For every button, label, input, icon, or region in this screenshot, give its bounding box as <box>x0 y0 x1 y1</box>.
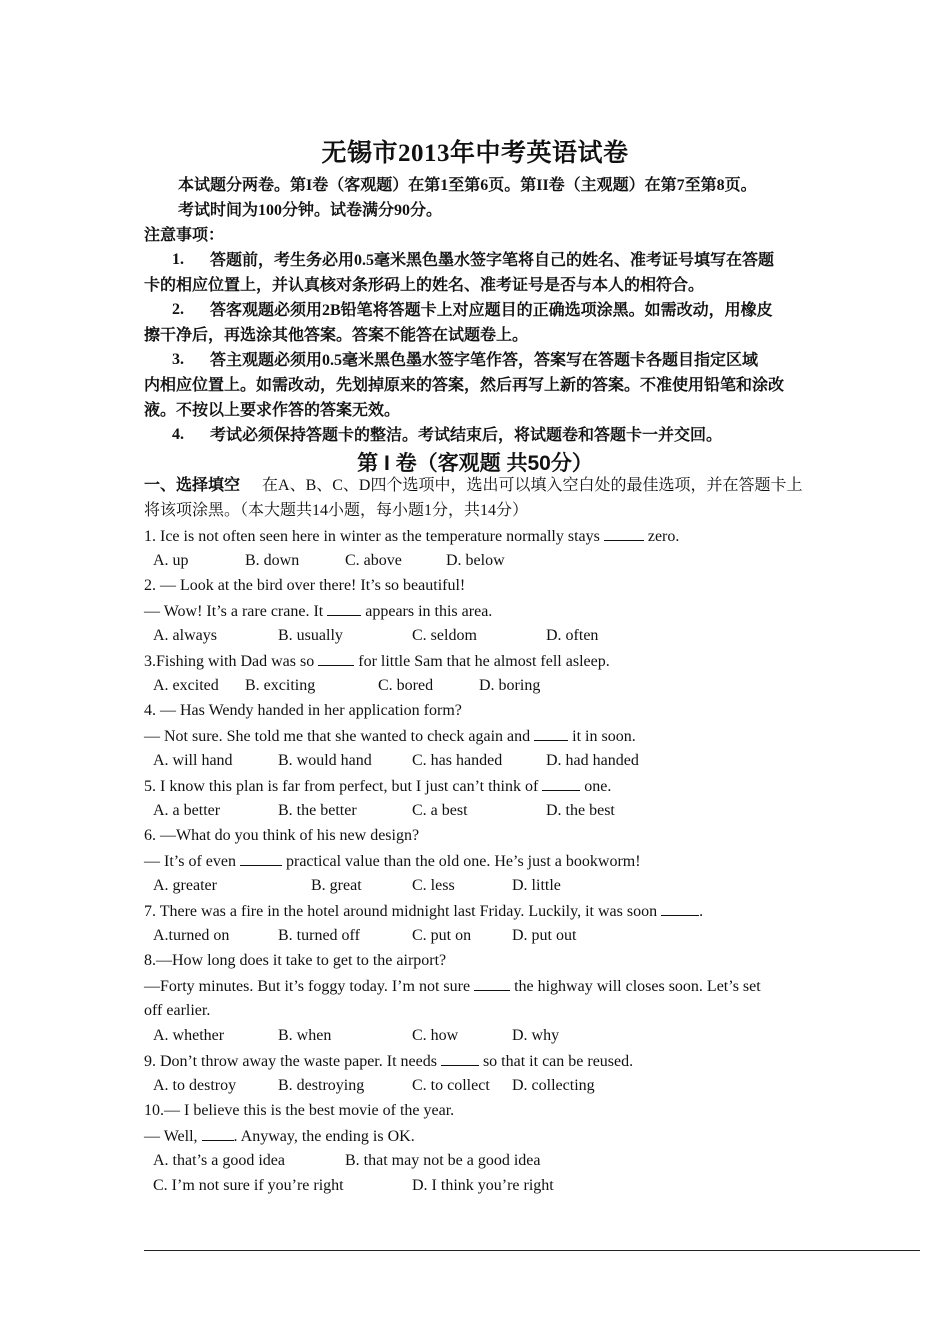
answer-blank <box>534 726 568 741</box>
option-d: D. had handed <box>546 752 639 769</box>
option-a: A. a better <box>153 802 221 819</box>
notice-number: 4. <box>172 426 184 443</box>
page-title: 无锡市2013年中考英语试卷 <box>321 140 629 167</box>
option-b: B. the better <box>278 802 357 819</box>
question-stem: 5. I know this plan is far from perfect, but I just can’t think of one. <box>144 778 612 795</box>
question-stem: off earlier. <box>144 1002 211 1019</box>
option-a: A. will hand <box>153 752 233 769</box>
option-a: A. that’s a good idea <box>153 1152 285 1169</box>
question-stem: — It’s of even practical value than the old one. He’s just a bookworm! <box>144 853 641 870</box>
option-a: A. excited <box>153 677 219 694</box>
section-label: 一、选择填空 <box>144 477 241 494</box>
answer-blank <box>604 526 644 541</box>
option-c: C. has handed <box>412 752 503 769</box>
question-stem: — Wow! It’s a rare crane. It appears in this area. <box>144 603 493 620</box>
notice-item-text: 内相应位置上。如需改动，先划掉原来的答案，然后再写上新的答案。不准使用铅笔和涂改 <box>144 377 785 394</box>
option-c: C. bored <box>378 677 434 694</box>
notice-item-text: 液。不按以上要求作答的答案无效。 <box>144 402 401 419</box>
notice-item-text: 擦干净后，再选涂其他答案。答案不能答在试题卷上。 <box>144 327 529 344</box>
notice-number: 1. <box>172 251 184 268</box>
notice-number: 3. <box>172 351 184 368</box>
question-stem: 1. Ice is not often seen here in winter as the temperature normally stays zero. <box>144 528 680 545</box>
option-d: D. why <box>512 1027 560 1044</box>
answer-blank <box>661 901 699 916</box>
option-a: A. greater <box>153 877 217 894</box>
option-a: A.turned on <box>153 927 230 944</box>
option-d: D. the best <box>546 802 615 819</box>
option-c: C. less <box>412 877 455 894</box>
question-stem: 10.— I believe this is the best movie of the year. <box>144 1102 455 1119</box>
question-stem: —Forty minutes. But it’s foggy today. I’m not sure the highway will closes soon. Let’s set <box>144 978 761 995</box>
question-stem: 2. — Look at the bird over there! It’s so beautiful! <box>144 577 466 594</box>
answer-blank <box>327 601 361 616</box>
notice-number: 2. <box>172 301 184 318</box>
question-stem: 9. Don’t throw away the waste paper. It needs so that it can be reused. <box>144 1053 634 1070</box>
option-b: B. that may not be a good idea <box>345 1152 541 1169</box>
notice-item-text: 卡的相应位置上，并认真核对条形码上的姓名、准考证号是否与本人的相符合。 <box>144 277 705 294</box>
option-c: C. above <box>345 552 402 569</box>
option-b: B. turned off <box>278 927 360 944</box>
option-b: B. when <box>278 1027 332 1044</box>
option-a: A. always <box>153 627 217 644</box>
option-c: C. a best <box>412 802 468 819</box>
intro-line-2: 考试时间为100分钟。试卷满分90分。 <box>178 202 443 219</box>
option-c: C. seldom <box>412 627 477 644</box>
option-a: A. whether <box>153 1027 225 1044</box>
option-c: C. I’m not sure if you’re right <box>153 1177 344 1194</box>
question-stem: — Well, . Anyway, the ending is OK. <box>144 1128 415 1145</box>
section-header <box>144 476 802 496</box>
option-d: D. I think you’re right <box>412 1177 554 1194</box>
question-stem: 4. — Has Wendy handed in her application form? <box>144 702 462 719</box>
option-b: B. destroying <box>278 1077 365 1094</box>
answer-blank <box>240 851 282 866</box>
question-stem: 8.—How long does it take to get to the airport? <box>144 952 447 969</box>
question-stem: — Not sure. She told me that she wanted to check again and it in soon. <box>144 728 636 745</box>
intro-line-1: 本试题分两卷。第I卷（客观题）在第1至第6页。第II卷（主观题）在第7至第8页。 <box>178 177 757 194</box>
answer-blank <box>441 1051 479 1066</box>
option-d: D. often <box>546 627 599 644</box>
option-c: C. put on <box>412 927 472 944</box>
section-description: 将该项涂黑。（本大题共14小题，每小题1分，共14分） <box>144 502 529 519</box>
option-d: D. put out <box>512 927 577 944</box>
part-title: 第 I 卷（客观题 共50分） <box>357 452 593 475</box>
question-stem: 7. There was a fire in the hotel around midnight last Friday. Luckily, it was soon . <box>144 903 704 920</box>
notice-heading: 注意事项： <box>144 227 225 244</box>
option-b: B. down <box>245 552 300 569</box>
option-b: B. would hand <box>278 752 372 769</box>
notice-item-text: 答题前，考生务必用0.5毫米黑色墨水签字笔将自己的姓名、准考证号填写在答题 <box>210 252 775 269</box>
answer-blank <box>318 651 354 666</box>
option-d: D. below <box>446 552 505 569</box>
option-c: C. how <box>412 1027 459 1044</box>
option-d: D. little <box>512 877 561 894</box>
option-d: D. boring <box>479 677 541 694</box>
option-d: D. collecting <box>512 1077 595 1094</box>
option-b: B. usually <box>278 627 343 644</box>
option-c: C. to collect <box>412 1077 490 1094</box>
option-a: A. up <box>153 552 189 569</box>
footer-rule <box>144 1250 920 1251</box>
option-a: A. to destroy <box>153 1077 237 1094</box>
answer-blank <box>474 976 510 991</box>
section-description: 在A、B、C、D四个选项中，选出可以填入空白处的最佳选项，并在答题卡上 <box>262 477 803 494</box>
option-b: B. exciting <box>245 677 316 694</box>
notice-item-text: 答主观题必须用0.5毫米黑色墨水签字笔作答，答案写在答题卡各题目指定区域 <box>210 352 759 369</box>
answer-blank <box>542 776 580 791</box>
answer-blank <box>202 1126 234 1141</box>
question-stem: 3.Fishing with Dad was so for little Sam that he almost fell asleep. <box>144 653 610 670</box>
question-stem: 6. —What do you think of his new design? <box>144 827 420 844</box>
notice-item-text: 答客观题必须用2B铅笔将答题卡上对应题目的正确选项涂黑。如需改动，用橡皮 <box>210 302 773 319</box>
notice-item-text: 考试必须保持答题卡的整洁。考试结束后，将试题卷和答题卡一并交回。 <box>210 427 723 444</box>
option-b: B. great <box>311 877 362 894</box>
